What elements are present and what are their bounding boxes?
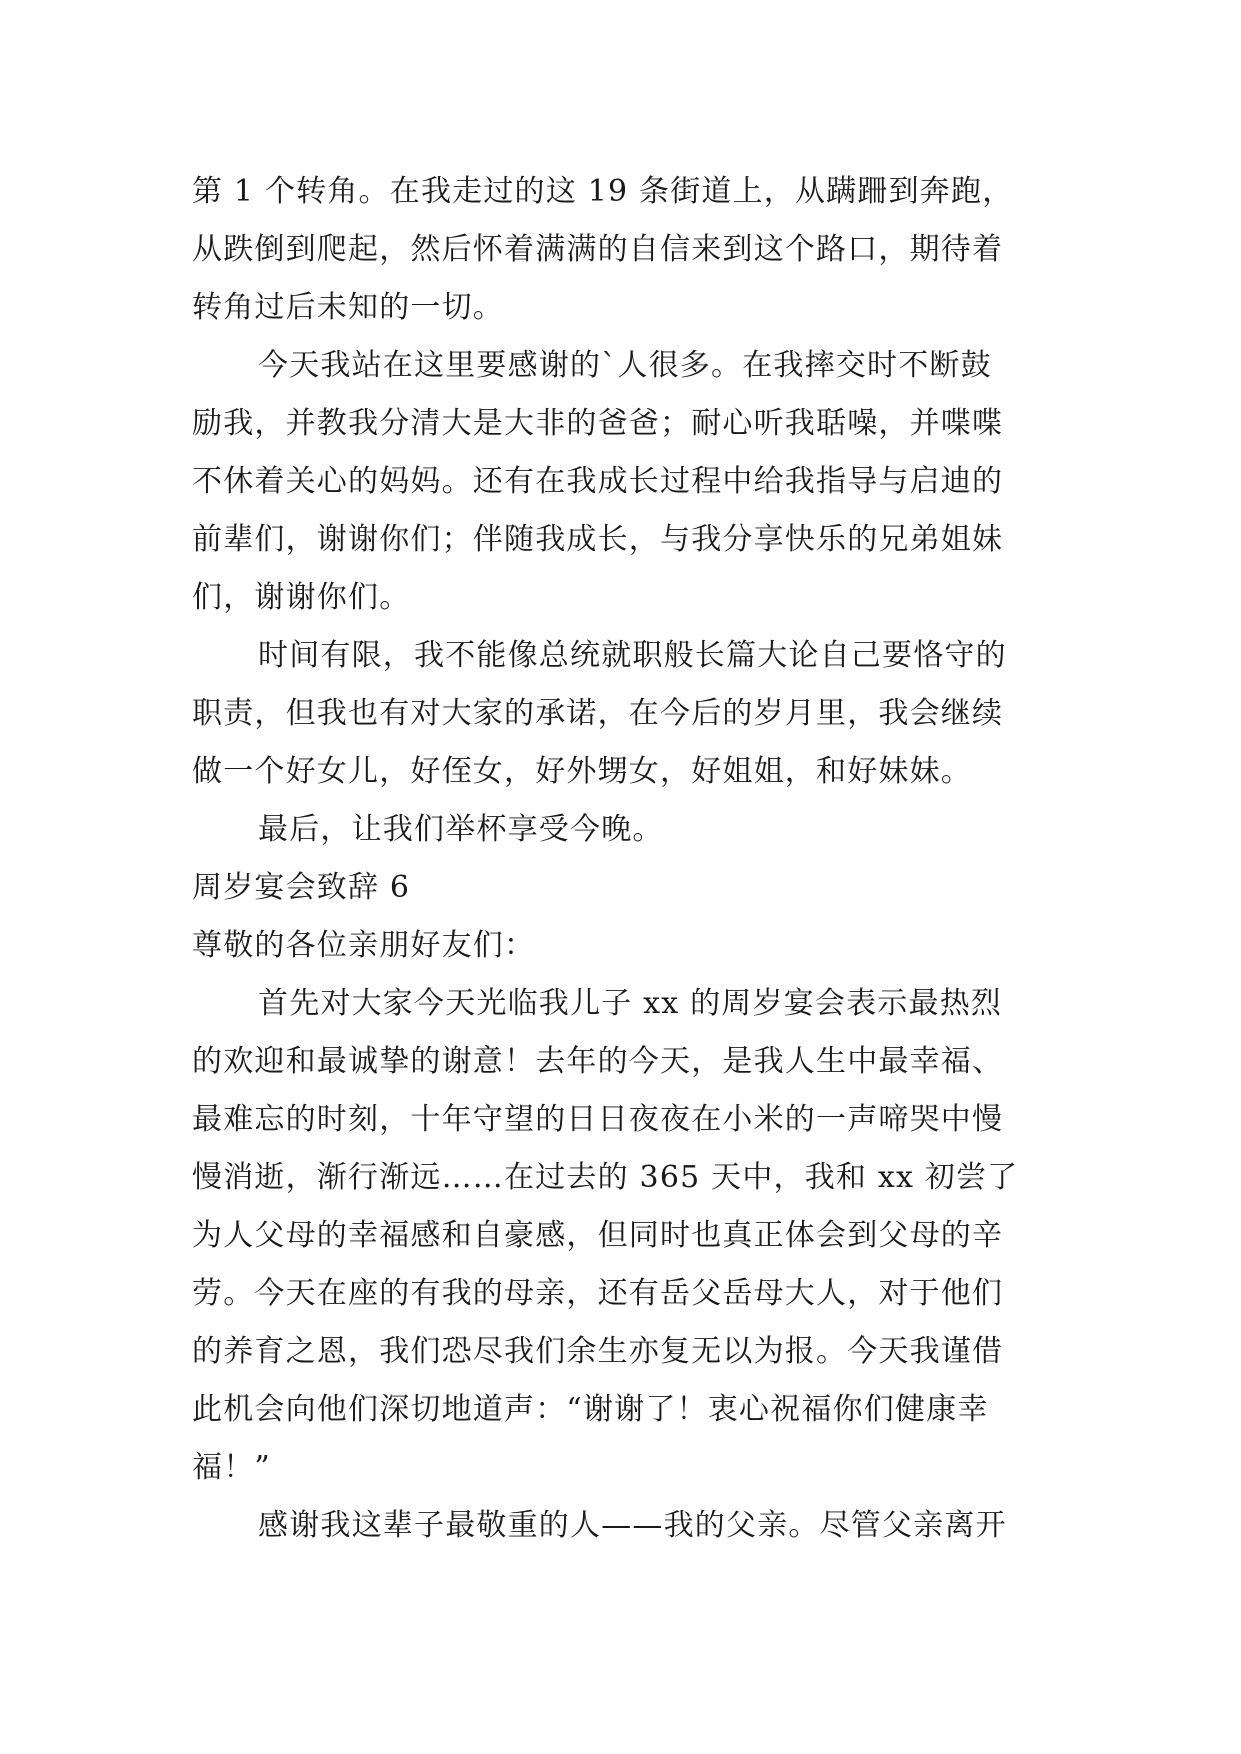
- text-line: 励我，并教我分清大是大非的爸爸；耐心听我聒噪，并喋喋: [192, 406, 1004, 441]
- paragraph-start-line: 时间有限，我不能像总统就职般长篇大论自己要恪守的: [258, 638, 1007, 673]
- text-line: 劳。今天在座的有我的母亲，还有岳父岳母大人，对于他们: [192, 1276, 1004, 1311]
- text-line: 做一个好女儿，好侄女，好外甥女，好姐姐，和好妹妹。: [192, 754, 972, 789]
- document-body: [192, 163, 1067, 1555]
- text-line: 前辈们，谢谢你们；伴随我成长，与我分享快乐的兄弟姐妹: [192, 522, 1004, 557]
- text-line: 们，谢谢你们。: [192, 580, 411, 615]
- text-line: 的欢迎和最诚挚的谢意！去年的今天，是我人生中最幸福、: [192, 1044, 1004, 1079]
- paragraph-start-line: 最后，让我们举杯享受今晚。: [258, 812, 664, 847]
- text-line: 福！”: [192, 1450, 271, 1485]
- paragraph-start-line: 今天我站在这里要感谢的`人很多。在我摔交时不断鼓: [258, 348, 992, 383]
- text-line: 第 1 个转角。在我走过的这 19 条街道上，从蹒跚到奔跑，: [192, 174, 1014, 209]
- section-heading: 周岁宴会致辞 6: [192, 870, 411, 905]
- paragraph-start-line: 感谢我这辈子最敬重的人——我的父亲。尽管父亲离开: [258, 1508, 1007, 1543]
- text-line: 转角过后未知的一切。: [192, 290, 504, 325]
- text-line: 慢消逝，渐行渐远……在过去的 365 天中，我和 xx 初尝了: [192, 1160, 1019, 1195]
- text-line: 不休着关心的妈妈。还有在我成长过程中给我指导与启迪的: [192, 464, 1004, 499]
- text-line: 的养育之恩，我们恐尽我们余生亦复无以为报。今天我谨借: [192, 1334, 1004, 1369]
- text-line: 从跌倒到爬起，然后怀着满满的自信来到这个路口，期待着: [192, 232, 1004, 267]
- salutation-line: 尊敬的各位亲朋好友们：: [192, 928, 536, 963]
- text-line: 最难忘的时刻，十年守望的日日夜夜在小米的一声啼哭中慢: [192, 1102, 1004, 1137]
- paragraph-start-line: 首先对大家今天光临我儿子 xx 的周岁宴会表示最热烈: [258, 986, 1003, 1021]
- text-line: 此机会向他们深切地道声：“谢谢了！衷心祝福你们健康幸: [192, 1392, 989, 1427]
- text-line: 职责，但我也有对大家的承诺，在今后的岁月里，我会继续: [192, 696, 1004, 731]
- text-line: 为人父母的幸福感和自豪感，但同时也真正体会到父母的辛: [192, 1218, 1004, 1253]
